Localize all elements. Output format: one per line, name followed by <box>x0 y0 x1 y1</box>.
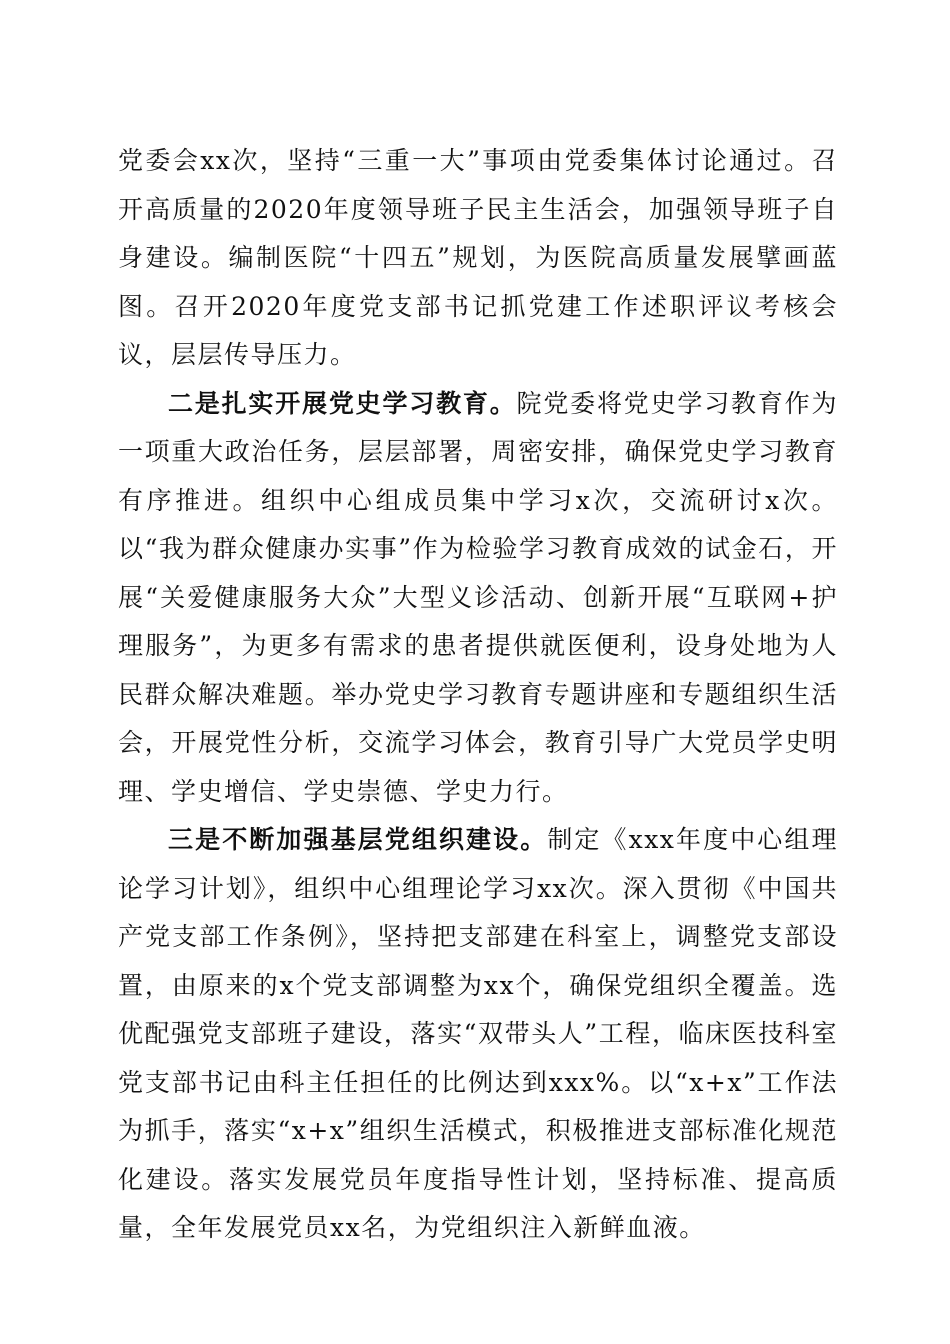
paragraph-text: 院党委将党史学习教育作为一项重大政治任务，层层部署，周密安排，确保党史学习教育有序推进。组织中心组成员集中学习x次，交流研讨x次。以“我为群众健康办实事”作为检验学习教育成效的试金石，开展“关爱健康服务大众”大型义诊活动、创新开展“互联网+护理服务”，为更多有需求的患者提供就医便利，设身处地为人民群众解决难题。举办党史学习教育专题讲座和专题组织生活会，开展党性分析，交流学习体会，教育引导广大党员学史明理、学史增信、学史崇德、学史力行。 <box>118 388 838 806</box>
paragraph-text: 党委会xx次，坚持“三重一大”事项由党委集体讨论通过。召开高质量的2020年度领导班子民主生活会，加强领导班子自身建设。编制医院“十四五”规划，为医院高质量发展擘画蓝图。召开2020年度党支部书记抓党建工作述职评议考核会议，层层传导压力。 <box>118 146 838 369</box>
paragraph-lead: 三是不断加强基层党组织建设。 <box>168 825 548 854</box>
paragraph-text: 制定《xxx年度中心组理论学习计划》，组织中心组理论学习xx次。深入贯彻《中国共产党支部工作条例》，坚持把支部建在科室上，调整党支部设置，由原来的x个党支部调整为xx个，确保党组织全覆盖。选优配强党支部班子建设，落实“双带头人”工程，临床医技科室党支部书记由科主任担任的比例达到xxx%。以“x+x”工作法为抓手，落实“x+x”组织生活模式，积极推进支部标准化规范化建设。落实发展党员年度指导性计划，坚持标准、提高质量，全年发展党员xx名，为党组织注入新鲜血液。 <box>118 825 838 1242</box>
document-body <box>118 137 838 1253</box>
paragraph-party-history-education <box>118 380 838 817</box>
paragraph-continuation <box>118 137 838 380</box>
paragraph-lead: 二是扎实开展党史学习教育。 <box>168 388 517 418</box>
paragraph-grassroots-organization <box>118 816 838 1253</box>
